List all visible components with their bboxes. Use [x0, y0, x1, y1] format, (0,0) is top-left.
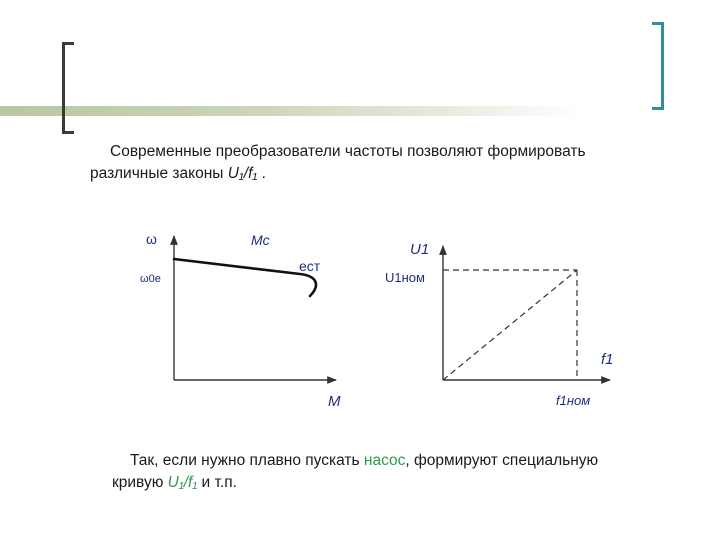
formula-u1-f1-green: U₁/f₁ — [167, 474, 198, 491]
right-x-tick-label: f1ном — [556, 393, 591, 408]
right-x-axis-label: f1 — [601, 351, 614, 368]
left-curve-label: ест — [299, 258, 321, 274]
left-curve-label-top: Mc — [251, 232, 270, 248]
right-y-axis-label: U1 — [410, 241, 430, 258]
left-x-axis-label: M — [328, 393, 341, 410]
paragraph-1-line-2: различные законы U₁/f₁ . — [90, 165, 266, 182]
formula-u1-f1: U₁/f₁ — [227, 165, 258, 182]
paragraph-1-line-1: Современные преобразователи частоты позволяют формировать — [110, 143, 586, 160]
right-graph — [385, 241, 614, 408]
natural-characteristic-curve — [174, 259, 316, 296]
u1-f1-law-line — [443, 270, 577, 380]
paragraph-2-line-1: Так, если нужно плавно пускать насос, формируют специальную — [130, 452, 599, 469]
left-y-axis-label: ω — [146, 231, 157, 247]
pump-highlight: насос — [363, 452, 406, 469]
left-graph — [140, 231, 341, 410]
right-tick-label: U1ном — [385, 270, 425, 285]
paragraph-2-line-2: кривую U₁/f₁ и т.п. — [112, 474, 237, 491]
left-tick-label: ω0e — [140, 273, 161, 285]
